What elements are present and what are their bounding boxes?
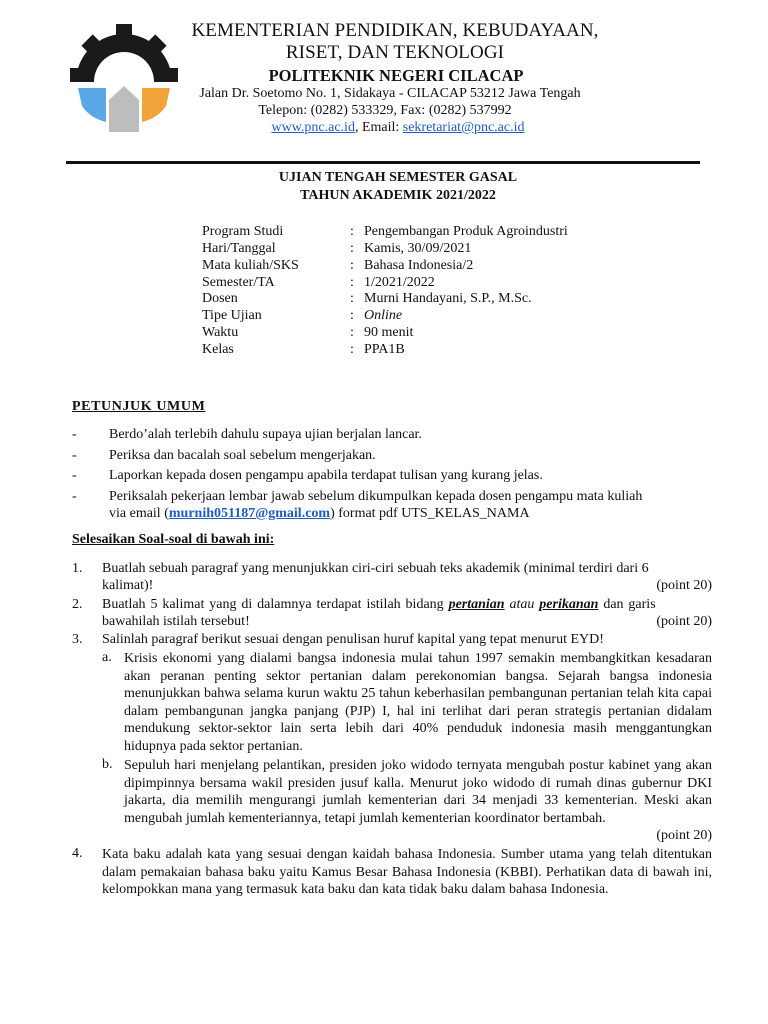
- info-colon: :: [350, 325, 354, 340]
- instruction-text: Berdo’alah terlebih dahulu supaya ujian berjalan lancar.: [109, 427, 422, 442]
- questions-heading: Selesaikan Soal-soal di bawah ini:: [72, 532, 275, 547]
- email-line-prefix: via email (: [109, 506, 169, 521]
- bullet-dash: -: [72, 489, 77, 504]
- sub-question-letter: a.: [102, 650, 112, 665]
- institution-phone: Telepon: (0282) 533329, Fax: (0282) 537992: [258, 103, 512, 118]
- info-label: Tipe Ujian: [202, 308, 262, 323]
- question-2-line1: [102, 597, 656, 613]
- instruction-text: Periksalah pekerjaan lembar jawab sebelum dikumpulkan kepada dosen pengampu mata kuliah: [109, 489, 643, 504]
- info-row: [202, 240, 471, 257]
- info-value: PPA1B: [364, 342, 405, 357]
- info-label: Program Studi: [202, 224, 284, 239]
- bullet-dash: -: [72, 468, 77, 483]
- question-2-point: (point 20): [656, 614, 712, 629]
- question-2-pre: Buatlah 5 kalimat yang di dalamnya terdapat istilah bidang: [102, 597, 449, 612]
- bullet-dash: -: [72, 427, 77, 442]
- question-2-post: dan garis: [598, 597, 656, 612]
- instruction-text: Laporkan kepada dosen pengampu apabila terdapat tulisan yang kurang jelas.: [109, 468, 543, 483]
- question-4-text: Kata baku adalah kata yang sesuai dengan kaidah bahasa Indonesia. Sumber utama yang telah ditentukan dalam pemakaian bahasa baku yaitu Kamus Besar Bahasa Indonesia (KBBI). Perhatikan data di bawah ini, kelompokkan mana yang termasuk kata baku dan kata tidak baku dalam bahasa Indonesia.: [102, 847, 712, 898]
- question-3-point: (point 20): [656, 828, 712, 843]
- institution-contact: [0, 120, 768, 136]
- info-row: [202, 290, 532, 307]
- info-row: [202, 274, 435, 291]
- website-link[interactable]: www.pnc.ac.id: [271, 120, 355, 135]
- info-row: [202, 341, 405, 358]
- info-colon: :: [350, 258, 354, 273]
- info-row: [202, 223, 568, 240]
- info-colon: :: [350, 308, 354, 323]
- info-colon: :: [350, 291, 354, 306]
- info-value: 1/2021/2022: [364, 275, 435, 290]
- ministry-name-line2: RISET, DAN TEKNOLOGI: [285, 42, 505, 63]
- question-3b-paragraph: Sepuluh hari menjelang pelantikan, presiden joko widodo ternyata mengubah postur kabinet yang akan dipimpinnya bersama wakil presiden jusuf kalla. Menurut joko widodo di rumah dinas gubernur DKI jakarta, dia memilih mengurangi jumlah kementerian dari 34 menjadi 33 kementerian. Meski akan mengubah jumlah kementeriannya, tetapi jumlah kementerian koordinator bertambah.: [124, 758, 712, 826]
- question-3-text: Salinlah paragraf berikut sesuai dengan penulisan huruf kapital yang tepat menurut EYD!: [102, 632, 604, 647]
- instruction-text: Periksa dan bacalah soal sebelum mengerjakan.: [109, 448, 376, 463]
- instructions-heading: PETUNJUK UMUM: [72, 399, 206, 414]
- institution-address: Jalan Dr. Soetomo No. 1, Sidakaya - CILACAP 53212 Jawa Tengah: [199, 86, 581, 101]
- header-divider: [66, 161, 700, 164]
- lecturer-email-link[interactable]: murnih051187@gmail.com: [168, 506, 331, 521]
- info-value: Bahasa Indonesia/2: [364, 258, 474, 273]
- info-label: Semester/TA: [202, 275, 275, 290]
- info-row: [202, 307, 402, 324]
- instruction-email-line: [109, 506, 530, 522]
- info-value: Kamis, 30/09/2021: [364, 241, 472, 256]
- question-number: 4.: [72, 846, 83, 861]
- email-prefix: , Email:: [354, 120, 403, 135]
- term-perikanan: perikanan: [539, 597, 599, 612]
- question-3a-paragraph: Krisis ekonomi yang dialami bangsa indonesia mulai tahun 1997 semakin membangkitkan kesadaran akan peranan penting sektor pertanian dalam perekonomian bangsa. Sejarah bangsa indonesia menunjukkan bahwa selama kurun waktu 25 tahun keberhasilan pembangunan pertanian telah kita capai dalam pembangunan jangka panjang (PJP) I, hal ini terlihat dari peran strategis pertanian didalam mendukung sektor-sektor lain serta lebih dari 40% penduduk indonesia masih menggantungkan hidupnya pada sektor pertanian.: [124, 651, 712, 754]
- info-label: Waktu: [202, 325, 239, 340]
- info-row: [202, 257, 473, 274]
- info-value: Murni Handayani, S.P., M.Sc.: [364, 291, 532, 306]
- info-label: Mata kuliah/SKS: [202, 258, 299, 273]
- term-pertanian: pertanian: [448, 597, 505, 612]
- exam-title: UJIAN TENGAH SEMESTER GASAL: [278, 170, 518, 185]
- academic-year: TAHUN AKADEMIK 2021/2022: [300, 188, 496, 203]
- info-label: Hari/Tanggal: [202, 241, 276, 256]
- question-1-point: (point 20): [656, 578, 712, 593]
- ministry-name-line1: KEMENTERIAN PENDIDIKAN, KEBUDAYAAN,: [191, 20, 599, 41]
- info-label: Kelas: [202, 342, 234, 357]
- bullet-dash: -: [72, 448, 77, 463]
- info-colon: :: [350, 275, 354, 290]
- question-1-line1: Buatlah sebuah paragraf yang menunjukkan ciri-ciri sebuah teks akademik (minimal terdiri dari 6: [102, 561, 649, 576]
- info-colon: :: [350, 224, 354, 239]
- question-1-line2: kalimat)!: [102, 578, 154, 593]
- info-value: Online: [364, 308, 403, 323]
- question-number: 3.: [72, 632, 83, 647]
- term-connector: atau: [504, 597, 540, 612]
- email-link[interactable]: sekretariat@pnc.ac.id: [402, 120, 525, 135]
- question-number: 2.: [72, 597, 83, 612]
- info-label: Dosen: [202, 291, 238, 306]
- email-line-suffix: ) format pdf UTS_KELAS_NAMA: [330, 506, 530, 521]
- sub-question-letter: b.: [102, 757, 113, 772]
- institution-name: POLITEKNIK NEGERI CILACAP: [268, 66, 524, 85]
- info-colon: :: [350, 342, 354, 357]
- question-number: 1.: [72, 561, 83, 576]
- info-value: Pengembangan Produk Agroindustri: [364, 224, 568, 239]
- info-value: 90 menit: [364, 325, 414, 340]
- info-row: [202, 324, 413, 341]
- question-2-line2: bawahilah istilah tersebut!: [102, 614, 250, 629]
- info-colon: :: [350, 241, 354, 256]
